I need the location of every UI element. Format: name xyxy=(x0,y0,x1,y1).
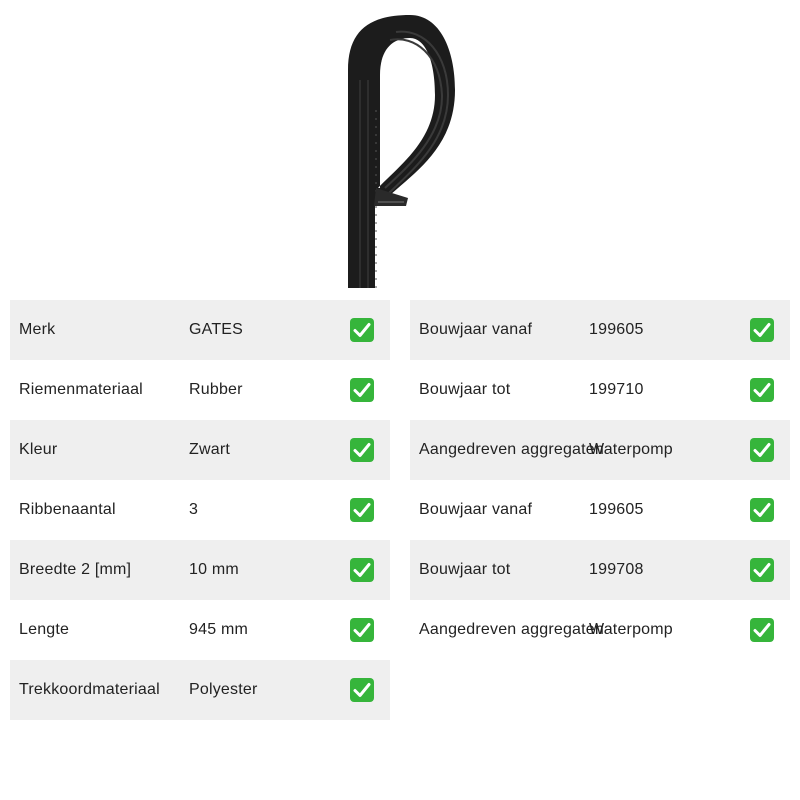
spec-row xyxy=(10,600,390,660)
spec-label: Bouwjaar vanaf xyxy=(419,501,533,518)
spec-row xyxy=(10,660,390,720)
spec-row xyxy=(10,420,390,480)
spec-label: Riemenmateriaal xyxy=(19,381,143,398)
spec-value: 199605 xyxy=(589,501,644,518)
spec-label: Merk xyxy=(19,321,56,338)
spec-row xyxy=(410,360,790,420)
check-mark-icon xyxy=(349,377,375,403)
spec-row xyxy=(410,600,790,660)
check-mark-icon xyxy=(349,617,375,643)
spec-label: Aangedreven aggregaten xyxy=(419,621,604,638)
spec-row xyxy=(410,300,790,360)
spec-row xyxy=(410,480,790,540)
spec-row xyxy=(10,540,390,600)
spec-value: Rubber xyxy=(189,381,243,398)
belt-product-image xyxy=(330,10,470,288)
spec-label: Bouwjaar tot xyxy=(419,561,511,578)
spec-value: Waterpomp xyxy=(589,621,673,638)
spec-label: Lengte xyxy=(19,621,70,638)
check-mark-icon xyxy=(349,497,375,523)
spec-row xyxy=(10,300,390,360)
check-mark-icon xyxy=(749,557,775,583)
spec-row xyxy=(10,480,390,540)
spec-value: 199710 xyxy=(589,381,644,398)
spec-label: Kleur xyxy=(19,441,58,458)
check-mark-icon xyxy=(749,617,775,643)
spec-value: 3 xyxy=(189,501,199,518)
spec-value: Polyester xyxy=(189,681,258,698)
spec-row xyxy=(410,420,790,480)
spec-value: 199605 xyxy=(589,321,644,338)
spec-row xyxy=(410,540,790,600)
spec-label: Bouwjaar tot xyxy=(419,381,511,398)
check-mark-icon xyxy=(349,557,375,583)
spec-label: Bouwjaar vanaf xyxy=(419,321,533,338)
spec-value: 199708 xyxy=(589,561,644,578)
spec-value: 10 mm xyxy=(189,561,239,578)
check-mark-icon xyxy=(749,497,775,523)
spec-value: 945 mm xyxy=(189,621,248,638)
spec-row xyxy=(10,360,390,420)
spec-label: Breedte 2 [mm] xyxy=(19,561,132,578)
check-mark-icon xyxy=(749,437,775,463)
spec-label: Ribbenaantal xyxy=(19,501,116,518)
check-mark-icon xyxy=(349,677,375,703)
check-mark-icon xyxy=(749,317,775,343)
spec-table-left xyxy=(10,300,390,720)
check-mark-icon xyxy=(349,317,375,343)
spec-label: Trekkoordmateriaal xyxy=(19,681,160,698)
spec-label: Aangedreven aggregaten xyxy=(419,441,604,458)
spec-value: GATES xyxy=(189,321,244,338)
check-mark-icon xyxy=(349,437,375,463)
spec-value: Waterpomp xyxy=(589,441,673,458)
check-mark-icon xyxy=(749,377,775,403)
spec-value: Zwart xyxy=(189,441,230,458)
spec-table-right xyxy=(410,300,790,660)
